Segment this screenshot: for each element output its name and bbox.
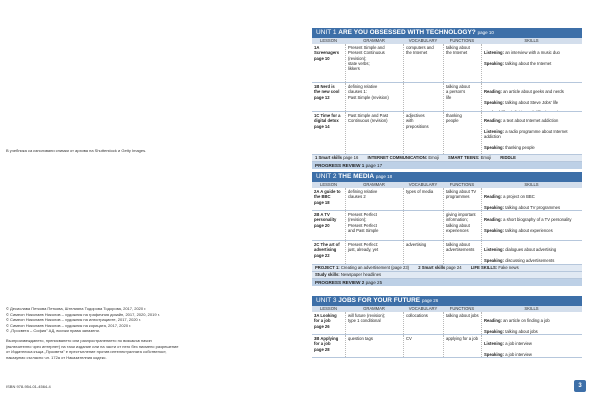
legal-line: от Издателска къща „Просвета" е престъпление против интелектуалната собственост, bbox=[6, 349, 167, 355]
extra-text: Emoji bbox=[428, 155, 439, 160]
review-label: PROGRESS REVIEW 2 bbox=[315, 279, 365, 285]
col-lesson: LESSON bbox=[320, 306, 337, 311]
image-credit: В учебника са използвани снимки от архива на Shutterstock и Getty Images. bbox=[6, 148, 147, 153]
skill-text: an interview with a music duo bbox=[505, 50, 560, 56]
functions-cell: talking about jobs bbox=[443, 312, 481, 334]
functions-cell: talking about the Internet bbox=[443, 44, 481, 82]
extra-text: Emoji bbox=[480, 155, 492, 160]
unit-1-header bbox=[312, 28, 582, 38]
col-skills: SKILLS bbox=[524, 38, 539, 43]
copyright-line: © Десислава Петкова Петкова, Штелияна Тодорова Тодорова, 2017, 2020 г. bbox=[6, 306, 147, 311]
skill-label bbox=[484, 110, 509, 111]
skills-cell bbox=[481, 241, 582, 264]
isbn: ISBN 978-954-01-4564-4 bbox=[6, 384, 51, 389]
vocabulary-cell bbox=[403, 83, 443, 111]
lesson-row bbox=[312, 83, 582, 112]
study-skills-line bbox=[312, 272, 582, 279]
lesson-row bbox=[312, 335, 582, 358]
lesson-row bbox=[312, 112, 582, 155]
col-lesson: LESSON bbox=[320, 38, 337, 43]
functions-cell: applying for a job bbox=[443, 335, 481, 357]
page-number: 3 bbox=[574, 380, 586, 392]
lesson-row bbox=[312, 211, 582, 241]
copyright-line: © Симеон Николаев Николов – художник на илюстрациите, 2017, 2020 г. bbox=[6, 317, 141, 323]
vocabulary-cell: CV bbox=[403, 335, 443, 357]
extra-label: PROJECT 1: bbox=[315, 265, 340, 270]
review-page: page 17 bbox=[365, 162, 383, 168]
unit-page: page 10 bbox=[477, 30, 494, 35]
skills-cell bbox=[481, 112, 582, 154]
grammar-cell: will future (revision); type 1 conditional bbox=[345, 312, 403, 334]
copyright-line: © Симеон Николаев Николов – художник на корицата, 2017, 2020 г. bbox=[6, 322, 132, 328]
lesson-cell: 2B A TV personality page 20 bbox=[314, 212, 337, 228]
unit-title: JOBS FOR YOUR FUTURE bbox=[338, 297, 421, 304]
legal-line: (включително чрез интернет) на тази издание или на части от него без писмено разрешение bbox=[6, 343, 179, 349]
unit-extras bbox=[312, 265, 582, 272]
skill-label: Speaking: bbox=[484, 351, 505, 357]
unit-page: page 18 bbox=[375, 174, 393, 179]
lesson-row bbox=[312, 188, 582, 211]
unit-label: UNIT 1 bbox=[316, 29, 337, 36]
copyright-line: © „Просвета – София" АД, всички права запазени. bbox=[6, 328, 100, 334]
skill-label: Speaking: bbox=[484, 257, 505, 263]
grammar-cell: Past Simple and Past Continuous (revision) bbox=[345, 112, 403, 154]
skill-label: Speaking: bbox=[484, 328, 505, 334]
vocabulary-cell: adjectives with prepositions bbox=[403, 112, 443, 154]
legal-notice bbox=[6, 338, 276, 360]
lesson-row bbox=[312, 312, 582, 335]
copyright-block bbox=[6, 306, 160, 334]
study-text: Newspaper headlines bbox=[340, 271, 382, 277]
skill-label: Listening: bbox=[484, 247, 505, 253]
skill-text: a text about Internet addiction bbox=[503, 118, 559, 124]
vocabulary-cell: advertising bbox=[403, 241, 443, 264]
skill-label: Speaking: bbox=[484, 227, 505, 233]
legal-line: Възпроизвеждането, преписването или разпространението по всякакъв начин bbox=[6, 338, 152, 343]
col-lesson: LESSON bbox=[320, 182, 337, 187]
col-grammar: GRAMMAR bbox=[363, 38, 385, 43]
functions-cell: thanking people bbox=[443, 112, 481, 154]
progress-review bbox=[312, 162, 582, 169]
grammar-cell: question tags bbox=[345, 335, 403, 357]
extra-text: Fake news bbox=[498, 265, 519, 270]
unit-title: THE MEDIA bbox=[338, 173, 375, 180]
grammar-cell: Present Perfect: just, already, yet bbox=[345, 241, 403, 264]
skill-text: talking about experiences bbox=[505, 227, 553, 233]
col-vocabulary: VOCABULARY bbox=[408, 182, 438, 187]
col-skills: SKILLS bbox=[524, 182, 539, 187]
extra-text: page 16 bbox=[343, 155, 359, 160]
skill-text: a radio programme about Internet addiction bbox=[484, 128, 568, 140]
vocabulary-cell: types of media bbox=[403, 188, 443, 210]
lesson-cell: 3A Looking for a job page 26 bbox=[314, 313, 337, 329]
skill-text: a short biography of a TV personality bbox=[503, 217, 572, 223]
unit-2-section bbox=[312, 172, 582, 286]
col-skills: SKILLS bbox=[524, 306, 539, 311]
grammar-cell: Present Perfect (revision); Present Perfect and Past Simple bbox=[345, 211, 403, 240]
lesson-cell: 2A A guide to the BBC page 18 bbox=[314, 189, 341, 205]
functions-cell: talking about TV programmes bbox=[443, 188, 481, 210]
unit-extras bbox=[312, 155, 582, 162]
skill-label: Speaking: bbox=[484, 204, 505, 210]
skill-text: talking about TV programmes bbox=[505, 204, 561, 210]
col-vocabulary: VOCABULARY bbox=[408, 38, 438, 43]
skill-text: an article about geeks and nerds bbox=[503, 89, 564, 95]
skill-label: Speaking: bbox=[484, 60, 505, 66]
skill-label: Reading: bbox=[484, 194, 502, 200]
lesson-cell: 1B Nerd is the new cool page 12 bbox=[314, 84, 340, 100]
skill-label: Speaking: bbox=[484, 99, 505, 105]
skill-text: discussing advertisements bbox=[505, 257, 555, 263]
functions-cell: giving important information; talking about experiences bbox=[443, 211, 481, 240]
extra-label: LIFE SKILLS: bbox=[470, 265, 498, 270]
skill-label: Reading: bbox=[484, 318, 502, 324]
skill-text bbox=[510, 110, 560, 111]
lesson-cell: 3B Applying for a job page 28 bbox=[314, 336, 339, 352]
skill-text: an article on finding a job bbox=[503, 318, 550, 324]
unit-title: ARE YOU OBSESSED WITH TECHNOLOGY? bbox=[338, 29, 476, 36]
skill-text: dialogues about advertising bbox=[505, 247, 557, 253]
skills-cell bbox=[481, 44, 582, 82]
extra-label: RIDDLE bbox=[500, 155, 516, 160]
skill-text: talking about Steve Jobs' life bbox=[505, 99, 559, 105]
skills-cell bbox=[481, 188, 582, 210]
skills-cell bbox=[481, 211, 582, 240]
copyright-line: © Симеон Николаев Николов – художник на графичния дизайн, 2017, 2020, 2019 г. bbox=[6, 311, 160, 317]
col-grammar: GRAMMAR bbox=[363, 182, 385, 187]
col-functions: FUNCTIONS bbox=[449, 306, 475, 311]
skills-cell bbox=[481, 312, 582, 334]
unit-label: UNIT 3 bbox=[316, 297, 337, 304]
skills-cell bbox=[481, 83, 582, 111]
skill-label: Listening: bbox=[484, 128, 505, 134]
legal-line: наказуемо съгласно чл. 172а от Наказателния кодекс. bbox=[6, 354, 107, 360]
extra-label: 2 Smart skills bbox=[418, 265, 446, 270]
extra-label: SMART TEENS: bbox=[448, 155, 480, 160]
unit-1-section bbox=[312, 28, 582, 169]
functions-cell: talking about a person's life bbox=[443, 83, 481, 111]
grammar-cell: defining relative clauses 2 bbox=[345, 188, 403, 210]
unit-3-section bbox=[312, 296, 582, 358]
skill-label: Reading: bbox=[484, 118, 502, 124]
extra-label: INTERNET COMMUNICATION: bbox=[367, 155, 428, 160]
vocabulary-cell: collocations bbox=[403, 312, 443, 334]
skill-text: a job interview bbox=[505, 341, 532, 347]
skill-label: Listening: bbox=[484, 50, 505, 56]
unit-3-header bbox=[312, 296, 582, 306]
skills-cell bbox=[481, 335, 582, 357]
unit-page: page 26 bbox=[421, 298, 439, 303]
lesson-cell: 1C Time for a digital detox page 14 bbox=[314, 113, 341, 129]
vocabulary-cell bbox=[403, 211, 443, 240]
vocabulary-cell: computers and the Internet bbox=[403, 44, 443, 82]
skill-label: Speaking: bbox=[484, 144, 505, 150]
skill-label: Listening: bbox=[484, 341, 505, 347]
lesson-cell: 2C The art of advertising page 22 bbox=[314, 242, 340, 258]
unit-label: UNIT 2 bbox=[316, 173, 337, 180]
study-label: Study skills: bbox=[315, 271, 340, 277]
review-page: page 25 bbox=[365, 279, 383, 285]
grammar-cell: Present Simple and Present Continuous (revision); state verbs; likkers bbox=[345, 44, 403, 82]
progress-review bbox=[312, 279, 582, 286]
col-functions: FUNCTIONS bbox=[449, 182, 475, 187]
functions-cell: talking about advertisements bbox=[443, 241, 481, 264]
lesson-cell: 1A Screenagers page 10 bbox=[314, 45, 340, 61]
skill-label: Reading: bbox=[484, 217, 502, 223]
col-grammar: GRAMMAR bbox=[363, 306, 385, 311]
grammar-cell: defining relative clauses 1: Past Simple (revision) bbox=[345, 83, 403, 111]
extra-label: 1 Smart skills bbox=[315, 155, 343, 160]
col-vocabulary: VOCABULARY bbox=[408, 306, 438, 311]
skill-text: talking about the Internet bbox=[505, 60, 552, 66]
skill-text: talking about jobs bbox=[505, 328, 538, 334]
review-label: PROGRESS REVIEW 1 bbox=[315, 162, 365, 168]
col-functions: FUNCTIONS bbox=[449, 38, 475, 43]
unit-2-header bbox=[312, 172, 582, 182]
extra-text: page 24 bbox=[446, 265, 462, 270]
lesson-row bbox=[312, 241, 582, 265]
skill-text: thanking people bbox=[505, 144, 535, 150]
skill-label: Reading: bbox=[484, 89, 502, 95]
lesson-row bbox=[312, 44, 582, 83]
extra-text: Creating an advertisement (page 23) bbox=[340, 265, 410, 270]
skill-text: a job interview bbox=[505, 351, 532, 357]
skill-text: a project on BBC bbox=[503, 194, 535, 200]
